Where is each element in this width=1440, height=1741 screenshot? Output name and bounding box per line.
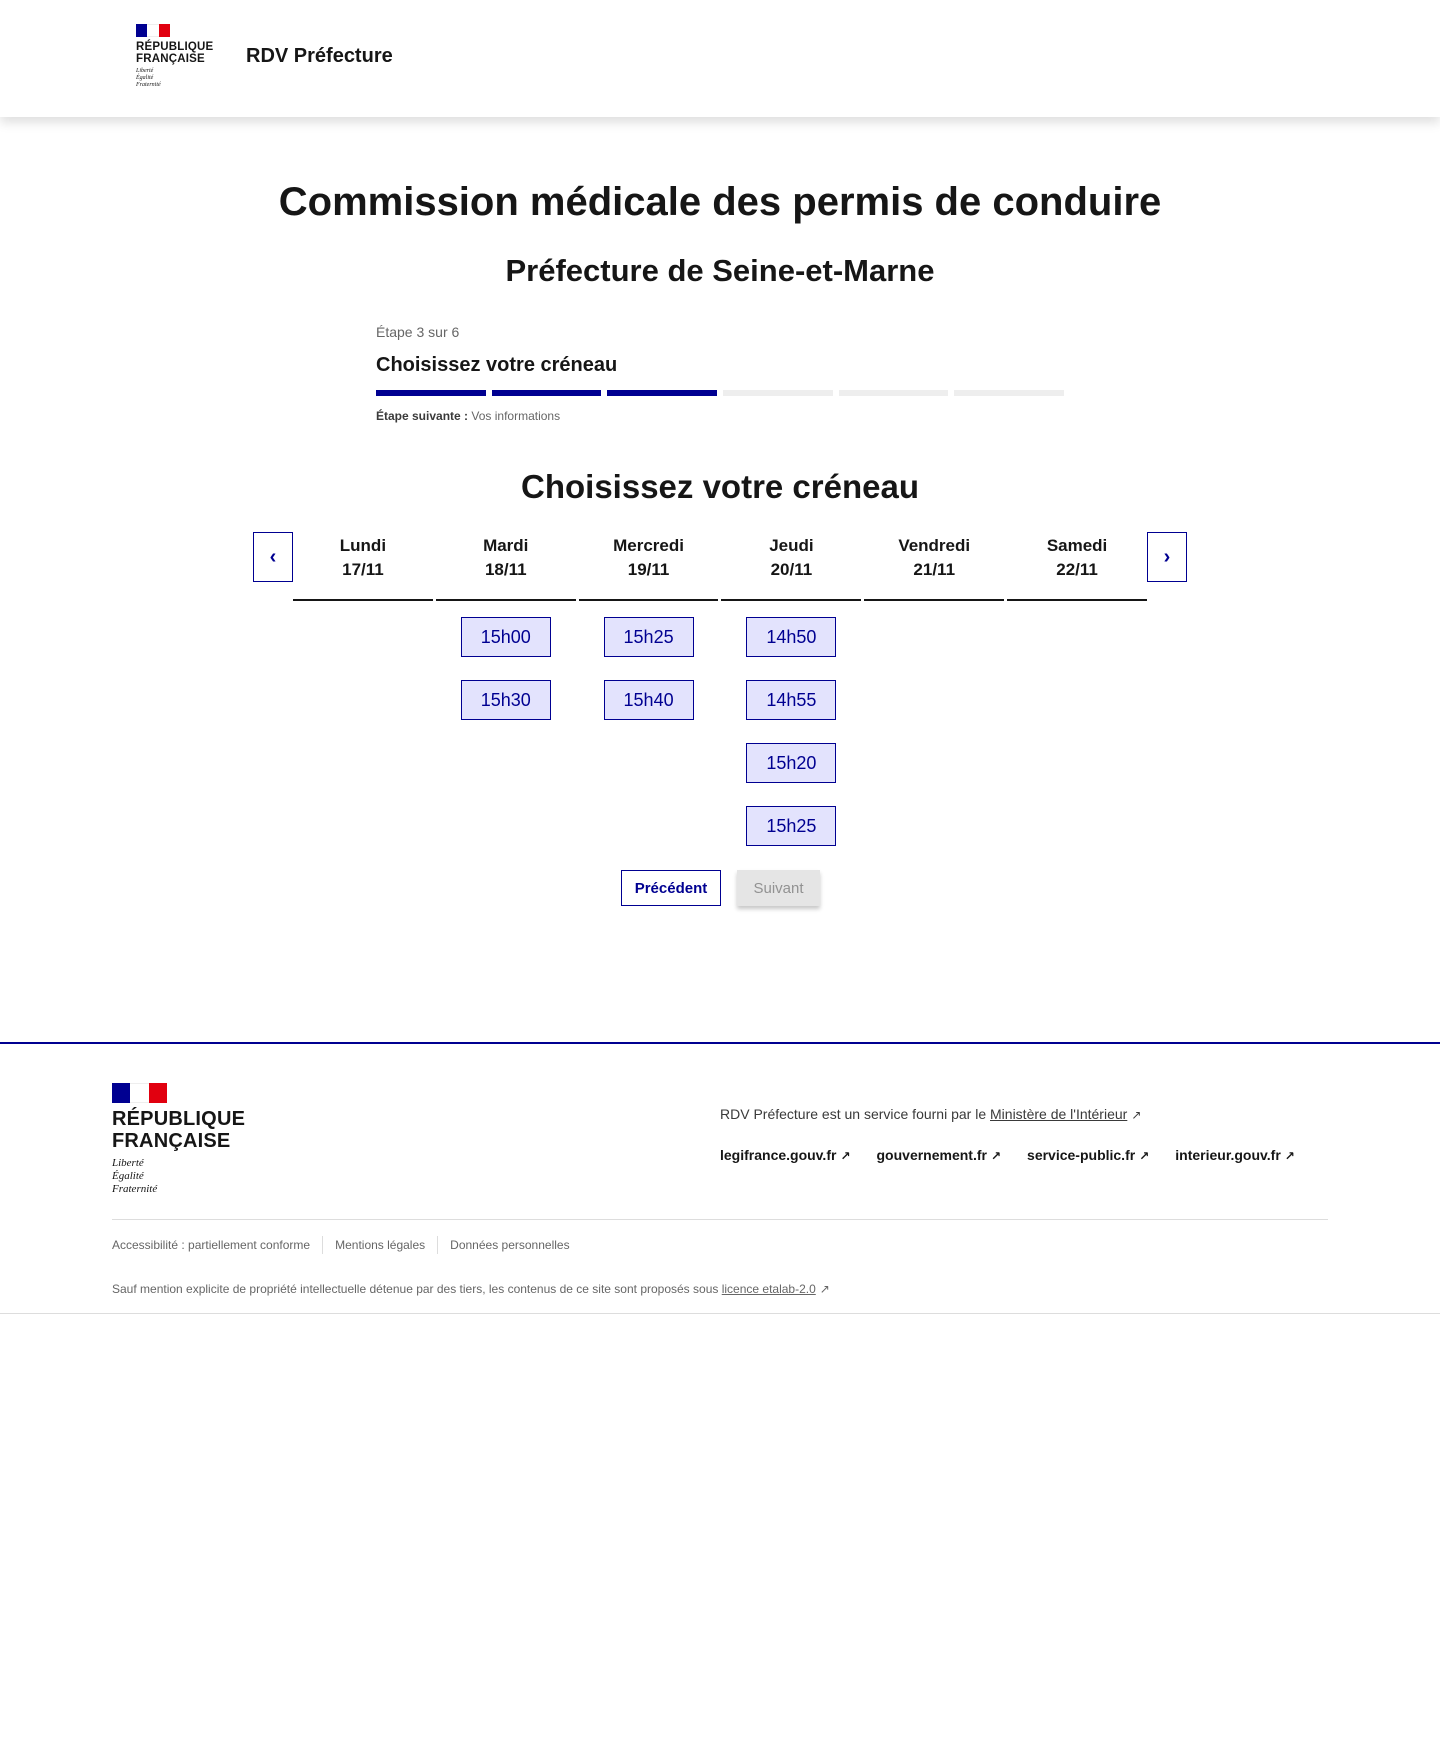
footer-link[interactable]: [1027, 1147, 1149, 1163]
chevron-left-icon: ‹: [269, 545, 277, 568]
day-header: [721, 533, 861, 601]
next-week-button[interactable]: [1147, 532, 1187, 582]
stepper-next-step: [376, 409, 1064, 423]
rf-line2: FRANÇAISE: [136, 53, 205, 65]
stepper-progress: [376, 390, 1064, 396]
footer-link[interactable]: [877, 1147, 1002, 1163]
slots-title: Choisissez votre créneau: [521, 468, 919, 505]
stepper-next-label: Étape suivante :: [376, 409, 469, 423]
footer-bottom-link[interactable]: Accessibilité : partiellement conforme: [112, 1238, 311, 1252]
previous-week-button[interactable]: [253, 532, 293, 582]
motto-egalite: Égalité: [136, 75, 154, 81]
page-title: Commission médicale des permis de conduire: [278, 180, 1162, 224]
stepper-bar-3: [607, 390, 717, 396]
motto-fraternite: Fraternité: [136, 82, 161, 88]
stepper: [376, 324, 1064, 423]
day-header: [293, 533, 433, 601]
footer-divider: [112, 1219, 1328, 1220]
footer-link-label: service-public.fr: [1027, 1147, 1136, 1163]
day-name: Mardi: [483, 536, 529, 555]
footer-licence-text: Sauf mention explicite de propriété intellectuelle détenue par des tiers, les contenus de ce site sont proposés sous: [112, 1282, 719, 1296]
stepper-bar-5: [839, 390, 949, 396]
stepper-bar-1: [376, 390, 486, 396]
time-slot-button[interactable]: 14h50: [746, 617, 836, 657]
footer-link-label: legifrance.gouv.fr: [720, 1147, 837, 1163]
day-header: [579, 533, 719, 601]
footer-licence: [112, 1282, 830, 1296]
footer-rf-wordmark: [112, 1108, 245, 1152]
external-link-icon: ↗: [1284, 1149, 1295, 1163]
stepper-bar-6: [954, 390, 1064, 396]
footer-description-text: RDV Préfecture est un service fourni par le: [720, 1106, 987, 1122]
day-date: 22/11: [1056, 560, 1098, 579]
time-slot-button[interactable]: 15h40: [604, 680, 694, 720]
day-column: [864, 533, 1004, 846]
footer-bottom-links: [112, 1236, 582, 1254]
day-name: Mercredi: [613, 536, 684, 555]
slot-list: [579, 617, 719, 720]
page-subtitle: Préfecture de Seine-et-Marne: [505, 253, 935, 288]
time-slot-button[interactable]: 14h55: [746, 680, 836, 720]
stepper-bar-2: [492, 390, 602, 396]
time-slot-button[interactable]: 15h25: [746, 806, 836, 846]
site-header: [0, 0, 1440, 117]
day-date: 21/11: [913, 560, 956, 579]
ministere-interieur-link-label: Ministère de l'Intérieur: [990, 1106, 1128, 1122]
day-date: 17/11: [342, 560, 384, 579]
motto-liberte: Liberté: [136, 68, 154, 74]
service-title[interactable]: RDV Préfecture: [246, 45, 393, 67]
external-link-icon: ↗: [840, 1149, 851, 1163]
footer-link-label: gouvernement.fr: [876, 1147, 987, 1163]
day-column: [293, 533, 433, 846]
footer-link-label: interieur.gouv.fr: [1175, 1147, 1281, 1163]
external-link-icon: ↗: [990, 1149, 1002, 1163]
stepper-bar-4: [723, 390, 833, 396]
stepper-title: Choisissez votre créneau: [376, 354, 618, 376]
licence-etalab-link[interactable]: [722, 1282, 830, 1296]
footer-link[interactable]: [1175, 1147, 1295, 1163]
day-column: [1007, 533, 1147, 846]
day-header: [864, 533, 1004, 601]
chevron-right-icon: ›: [1163, 545, 1171, 568]
previous-step-button[interactable]: Précédent: [621, 870, 721, 906]
slot-list: [721, 617, 861, 846]
day-date: 18/11: [484, 560, 527, 579]
external-link-icon: ↗: [1131, 1108, 1142, 1122]
footer-bottom-link[interactable]: Données personnelles: [437, 1236, 581, 1254]
day-column: [721, 533, 861, 846]
day-date: 20/11: [770, 560, 813, 579]
footer-motto-fraternite: Fraternité: [112, 1183, 158, 1195]
slots-calendar: [293, 533, 1147, 846]
ministere-interieur-link[interactable]: [990, 1106, 1141, 1122]
time-slot-button[interactable]: 15h25: [604, 617, 694, 657]
time-slot-button[interactable]: 15h00: [461, 617, 551, 657]
external-link-icon: ↗: [1139, 1149, 1150, 1163]
footer-rf-line1: RÉPUBLIQUE: [112, 1108, 246, 1130]
stepper-next-value: Vos informations: [471, 409, 561, 423]
rf-wordmark: [136, 41, 220, 65]
day-name: Samedi: [1046, 536, 1108, 555]
french-flag-icon: [136, 24, 170, 37]
french-flag-icon: [112, 1083, 167, 1103]
day-name: Lundi: [339, 536, 387, 555]
next-step-button[interactable]: Suivant: [737, 870, 820, 906]
republic-motto: [136, 68, 220, 89]
footer-link[interactable]: [720, 1147, 851, 1163]
footer-republique-francaise-logo[interactable]: [112, 1083, 245, 1196]
footer-bottom-link[interactable]: Mentions légales: [322, 1236, 437, 1254]
day-name: Jeudi: [769, 536, 814, 555]
licence-etalab-link-label: licence etalab-2.0: [721, 1282, 816, 1296]
day-column: [579, 533, 719, 846]
time-slot-button[interactable]: 15h30: [461, 680, 551, 720]
republique-francaise-logo[interactable]: [136, 24, 220, 89]
footer-rf-line2: FRANÇAISE: [112, 1130, 231, 1152]
footer-motto-liberte: Liberté: [112, 1157, 144, 1169]
stepper-state: Étape 3 sur 6: [376, 324, 460, 340]
day-header: [436, 533, 576, 601]
site-footer: [0, 1042, 1440, 1314]
day-name: Vendredi: [898, 536, 971, 555]
footer-motto-egalite: Égalité: [112, 1170, 144, 1182]
time-slot-button[interactable]: 15h20: [746, 743, 836, 783]
day-date: 19/11: [627, 560, 670, 579]
external-link-icon: ↗: [819, 1282, 830, 1296]
footer-links: [720, 1147, 1295, 1163]
footer-description: [720, 1106, 1141, 1122]
day-column: [436, 533, 576, 846]
day-header: [1007, 533, 1147, 601]
rf-line1: RÉPUBLIQUE: [136, 41, 214, 53]
slot-list: [436, 617, 576, 720]
footer-republic-motto: [112, 1157, 245, 1196]
